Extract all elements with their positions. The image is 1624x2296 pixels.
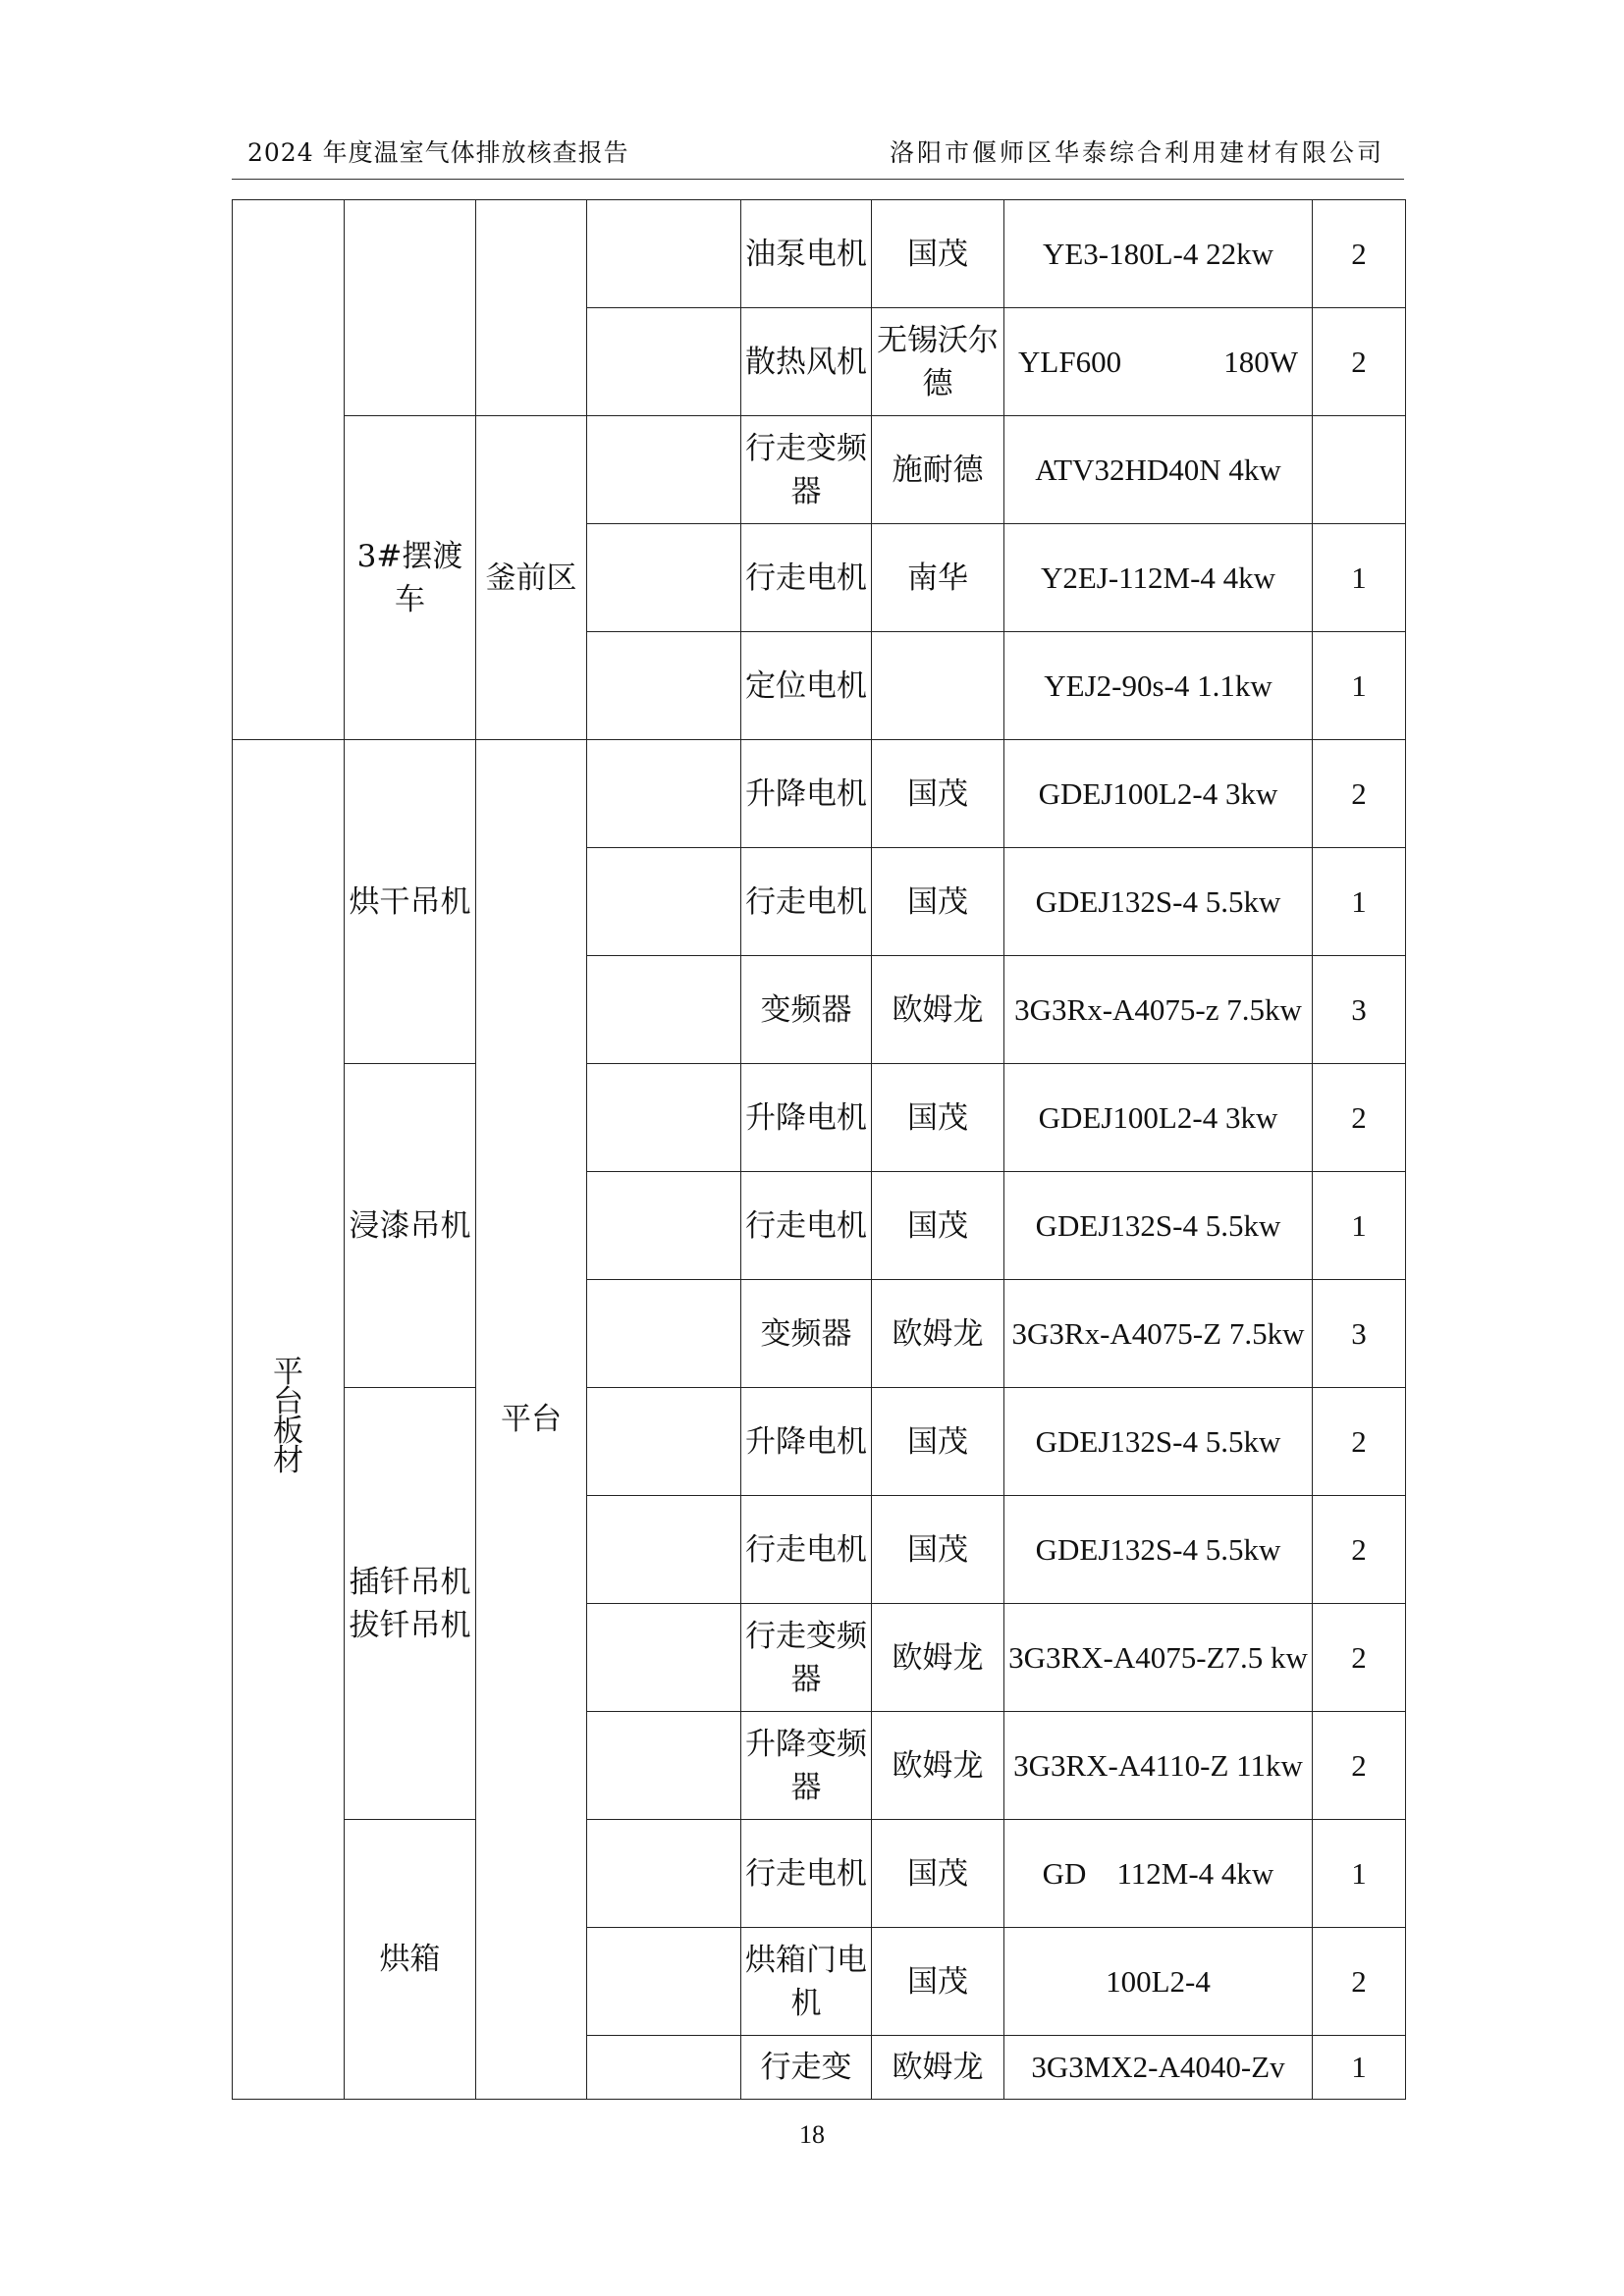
table-row (233, 1064, 1406, 1172)
table-row (233, 1820, 1406, 1928)
component-name: 行走变频器 (741, 1604, 872, 1712)
model-cell: 3G3Rx-A4075-Z 7.5kw (1004, 1280, 1313, 1388)
brand-cell (872, 632, 1004, 740)
quantity-cell: 1 (1313, 848, 1406, 956)
blank-cell (587, 1388, 741, 1496)
blank-cell (587, 632, 741, 740)
component-name: 行走电机 (741, 524, 872, 632)
equipment-name: 3#摆渡车 (345, 416, 476, 740)
model-cell: 3G3MX2-A4040-Zv (1004, 2036, 1313, 2100)
quantity-cell: 2 (1313, 1064, 1406, 1172)
category-name: 平台板材 (233, 740, 345, 2100)
equipment-name: 烘箱 (345, 1820, 476, 2100)
brand-cell: 欧姆龙 (872, 2036, 1004, 2100)
blank-cell (587, 1496, 741, 1604)
table-row (233, 416, 1406, 524)
table-row (233, 740, 1406, 848)
quantity-cell: 3 (1313, 956, 1406, 1064)
brand-cell: 欧姆龙 (872, 1712, 1004, 1820)
quantity-cell: 2 (1313, 740, 1406, 848)
model-cell: YEJ2-90s-4 1.1kw (1004, 632, 1313, 740)
table-row (233, 1388, 1406, 1496)
model-cell: 100L2-4 (1004, 1928, 1313, 2036)
quantity-cell: 2 (1313, 1604, 1406, 1712)
component-name: 行走电机 (741, 1820, 872, 1928)
model-cell: GDEJ132S-4 5.5kw (1004, 1388, 1313, 1496)
quantity-cell (1313, 416, 1406, 524)
blank-cell (587, 200, 741, 308)
blank-cell (587, 848, 741, 956)
header-report-title: 2024 年度温室气体排放核查报告 (247, 138, 629, 167)
component-name: 升降电机 (741, 1064, 872, 1172)
model-cell: GDEJ100L2-4 3kw (1004, 1064, 1313, 1172)
quantity-cell: 1 (1313, 524, 1406, 632)
quantity-cell: 2 (1313, 1496, 1406, 1604)
table-row (233, 200, 1406, 308)
model-cell: YE3-180L-4 22kw (1004, 200, 1313, 308)
model-cell: GD 112M-4 4kw (1004, 1820, 1313, 1928)
brand-cell: 欧姆龙 (872, 956, 1004, 1064)
model-cell: Y2EJ-112M-4 4kw (1004, 524, 1313, 632)
blank-cell (587, 1064, 741, 1172)
header-company-name: 洛阳市偃师区华泰综合利用建材有限公司 (889, 138, 1384, 167)
brand-cell: 无锡沃尔德 (872, 308, 1004, 416)
brand-cell: 南华 (872, 524, 1004, 632)
model-part: YLF600 (1018, 344, 1122, 379)
component-name: 行走变 (741, 2036, 872, 2100)
quantity-cell: 2 (1313, 200, 1406, 308)
blank-cell (587, 1820, 741, 1928)
model-cell: 3G3RX-A4110-Z 11kw (1004, 1712, 1313, 1820)
model-cell: GDEJ132S-4 5.5kw (1004, 848, 1313, 956)
blank-cell (587, 524, 741, 632)
equipment-cell-continued (345, 200, 476, 416)
quantity-cell: 1 (1313, 1820, 1406, 1928)
model-cell: ATV32HD40N 4kw (1004, 416, 1313, 524)
quantity-cell: 2 (1313, 1928, 1406, 2036)
blank-cell (587, 2036, 741, 2100)
brand-cell: 欧姆龙 (872, 1604, 1004, 1712)
component-name: 散热风机 (741, 308, 872, 416)
blank-cell (587, 1172, 741, 1280)
component-name: 升降电机 (741, 1388, 872, 1496)
model-cell: GDEJ132S-4 5.5kw (1004, 1496, 1313, 1604)
equipment-table (232, 199, 1406, 2100)
component-name: 行走变频器 (741, 416, 872, 524)
component-name: 油泵电机 (741, 200, 872, 308)
brand-cell: 国茂 (872, 1064, 1004, 1172)
component-name: 变频器 (741, 956, 872, 1064)
component-name: 升降变频器 (741, 1712, 872, 1820)
brand-cell: 国茂 (872, 1172, 1004, 1280)
quantity-cell: 2 (1313, 1388, 1406, 1496)
quantity-cell: 2 (1313, 308, 1406, 416)
brand-cell: 国茂 (872, 1928, 1004, 2036)
model-cell: 3G3RX-A4075-Z7.5 kw (1004, 1604, 1313, 1712)
area-name: 釜前区 (476, 416, 587, 740)
brand-cell: 国茂 (872, 200, 1004, 308)
component-name: 行走电机 (741, 1496, 872, 1604)
blank-cell (587, 416, 741, 524)
blank-cell (587, 740, 741, 848)
brand-cell: 国茂 (872, 848, 1004, 956)
blank-cell (587, 1712, 741, 1820)
area-name: 平台 (476, 740, 587, 2100)
model-cell: 3G3Rx-A4075-z 7.5kw (1004, 956, 1313, 1064)
blank-cell (587, 1928, 741, 2036)
brand-cell: 国茂 (872, 1388, 1004, 1496)
brand-cell: 国茂 (872, 740, 1004, 848)
quantity-cell: 3 (1313, 1280, 1406, 1388)
equipment-name: 浸漆吊机 (345, 1064, 476, 1388)
equipment-name: 插钎吊机 拔钎吊机 (345, 1388, 476, 1820)
brand-cell: 欧姆龙 (872, 1280, 1004, 1388)
brand-cell: 国茂 (872, 1496, 1004, 1604)
blank-cell (587, 956, 741, 1064)
area-cell-continued (476, 200, 587, 416)
model-cell: GDEJ100L2-4 3kw (1004, 740, 1313, 848)
blank-cell (587, 1604, 741, 1712)
quantity-cell: 1 (1313, 1172, 1406, 1280)
brand-cell: 国茂 (872, 1820, 1004, 1928)
blank-cell (587, 1280, 741, 1388)
component-name: 升降电机 (741, 740, 872, 848)
equipment-name: 烘干吊机 (345, 740, 476, 1064)
component-name: 行走电机 (741, 1172, 872, 1280)
category-cell-continued (233, 200, 345, 740)
quantity-cell: 1 (1313, 2036, 1406, 2100)
component-name: 变频器 (741, 1280, 872, 1388)
component-name: 行走电机 (741, 848, 872, 956)
blank-cell (587, 308, 741, 416)
brand-cell: 施耐德 (872, 416, 1004, 524)
component-name: 定位电机 (741, 632, 872, 740)
page-number: 18 (799, 2120, 825, 2149)
header-rule (232, 179, 1404, 180)
component-name: 烘箱门电机 (741, 1928, 872, 2036)
model-cell: GDEJ132S-4 5.5kw (1004, 1172, 1313, 1280)
quantity-cell: 2 (1313, 1712, 1406, 1820)
quantity-cell: 1 (1313, 632, 1406, 740)
model-part: 180W (1223, 344, 1298, 379)
model-cell (1004, 308, 1313, 416)
